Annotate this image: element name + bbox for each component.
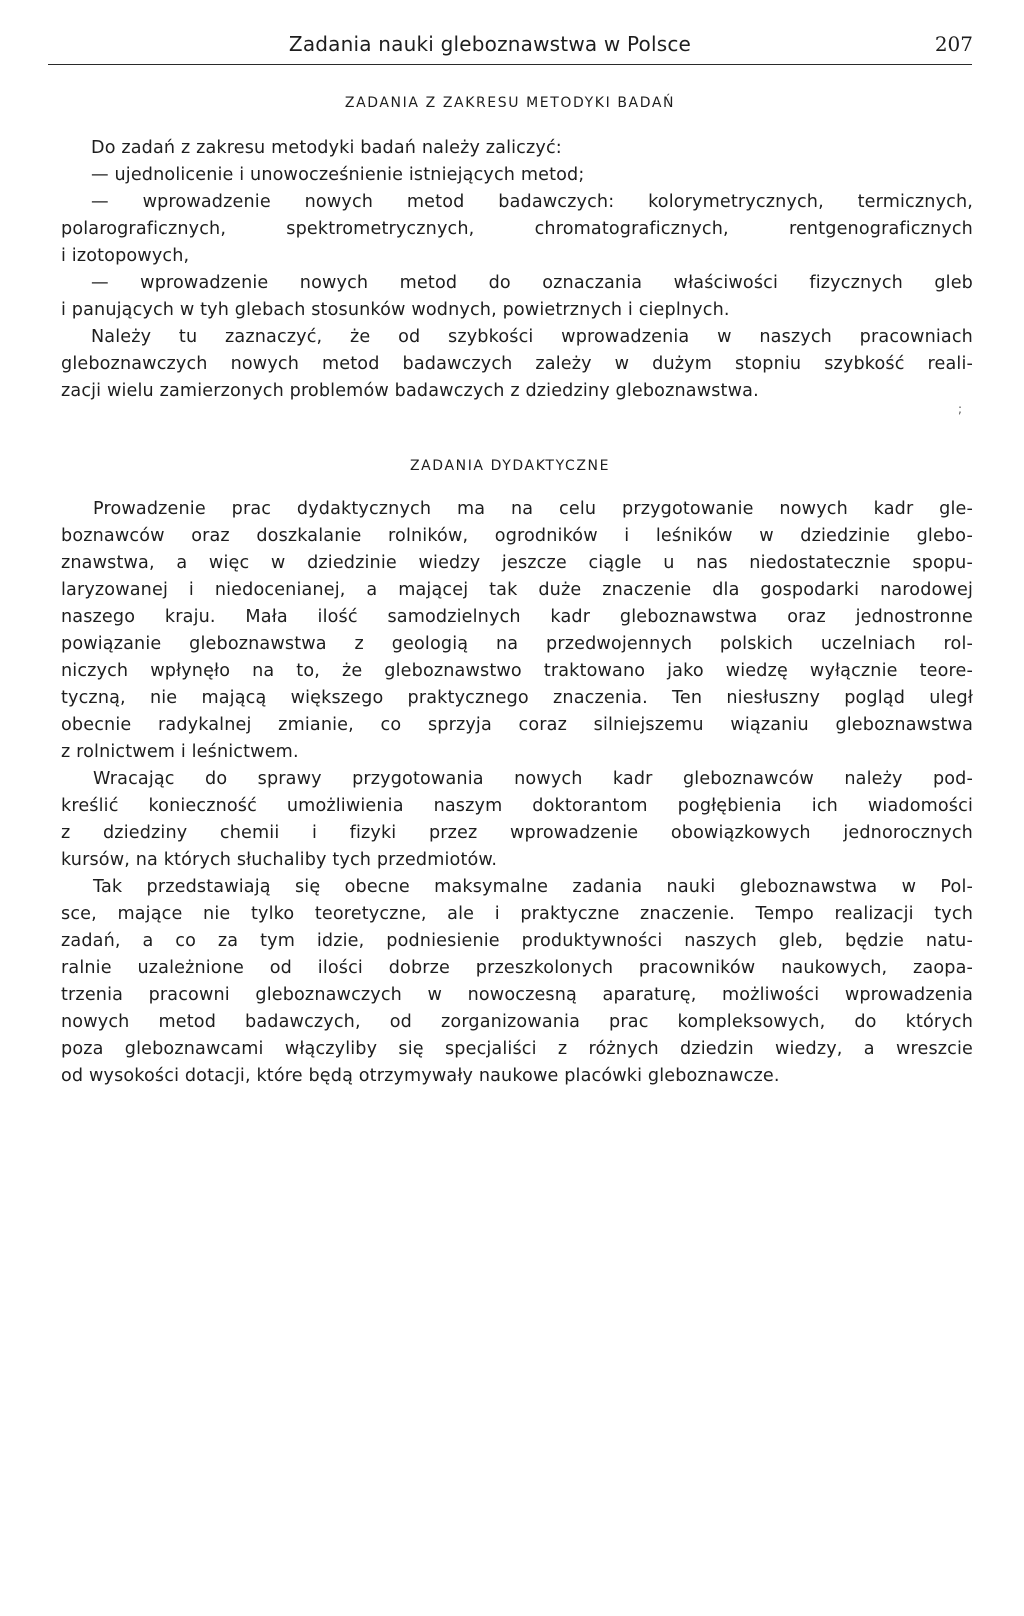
text-line: ralnie uzależnione od ilości dobrze przeszkolonych pracowników naukowych, zaopa- [61,958,973,978]
header-rule [48,64,972,65]
text-line: trzenia pracowni gleboznawczych w nowoczesną aparaturę, możliwości wprowadzenia [61,985,973,1005]
paragraph-first-line: Należy tu zaznaczyć, że od szybkości wprowadzenia w naszych pracowniach [91,327,973,347]
text-line: boznawców oraz doszkalanie rolników, ogrodników i leśników w dziedzinie glebo- [61,526,973,546]
list-item: — wprowadzenie nowych metod do oznaczania właściwości fizycznych gleb [91,273,973,293]
running-header-title: Zadania nauki gleboznawstwa w Polsce [288,32,692,56]
text-line: zadań, a co za tym idzie, podniesienie produktywności naszych gleb, będzie natu- [61,931,973,951]
section-heading-methodology: ZADANIA Z ZAKRESU METODYKI BADAŃ [344,95,676,111]
text-line: i panujących w tyh glebach stosunków wodnych, powietrznych i cieplnych. [61,300,730,320]
text-line: poza gleboznawcami włączyliby się specjaliści z różnych dziedzin wiedzy, a wreszcie [61,1039,973,1059]
list-item: — wprowadzenie nowych metod badawczych: kolorymetrycznych, termicznych, [91,192,973,212]
paragraph-first-line: Wracając do sprawy przygotowania nowych kadr gleboznawców należy pod- [93,769,973,789]
text-line: naszego kraju. Mała ilość samodzielnych kadr gleboznawstwa oraz jednostronne [61,607,973,627]
text-line: kursów, na których słuchaliby tych przedmiotów. [61,850,498,870]
text-line: od wysokości dotacji, które będą otrzymywały naukowe placówki gleboznawcze. [61,1066,780,1086]
text-line: polarograficznych, spektrometrycznych, chromatograficznych, rentgenograficznych [61,219,973,239]
page-number: 207 [934,32,973,56]
text-line: i izotopowych, [61,246,190,266]
text-line: niczych wpłynęło na to, że gleboznawstwo traktowano jako wiedzę wyłącznie teore- [61,661,973,681]
text-line: sce, mające nie tylko teoretyczne, ale i praktyczne znaczenie. Tempo realizacji tych [61,904,973,924]
text-line: tyczną, nie mającą większego praktycznego znaczenia. Ten niesłuszny pogląd uległ [61,688,973,708]
text-line: powiązanie gleboznawstwa z geologią na przedwojennych polskich uczelniach rol- [61,634,973,654]
section-didactic-body [61,496,973,1090]
text-line: zacji wielu zamierzonych problemów badawczych z dziedziny gleboznawstwa. [61,381,759,401]
text-line: gleboznawczych nowych metod badawczych zależy w dużym stopniu szybkość reali- [61,354,973,374]
text-line: z rolnictwem i leśnictwem. [61,742,299,762]
section-heading-didactic: ZADANIA DYDAKTYCZNE [409,458,611,474]
text-line: laryzowanej i niedocenianej, a mającej tak duże znaczenie dla gospodarki narodowej [61,580,973,600]
text-line: obecnie radykalnej zmianie, co sprzyja coraz silniejszemu wiązaniu gleboznawstwa [61,715,973,735]
text-line: znawstwa, a więc w dziedzinie wiedzy jeszcze ciągle u nas niedostatecznie spopu- [61,553,973,573]
text-line: z dziedziny chemii i fizyki przez wprowadzenie obowiązkowych jednorocznych [61,823,973,843]
text-line: kreślić konieczność umożliwienia naszym doktorantom pogłębienia ich wiadomości [61,796,973,816]
paragraph-first-line: Prowadzenie prac dydaktycznych ma na celu przygotowanie nowych kadr gle- [93,499,973,519]
paragraph-first-line: Tak przedstawiają się obecne maksymalne zadania nauki gleboznawstwa w Pol- [93,877,973,897]
section-methodology-body [61,135,973,405]
text-line: nowych metod badawczych, od zorganizowania prac kompleksowych, do których [61,1012,973,1032]
scan-mark: ; [958,402,963,416]
text-line: Do zadań z zakresu metodyki badań należy zaliczyć: [91,138,562,158]
list-item: — ujednolicenie i unowocześnienie istniejących metod; [91,165,585,185]
